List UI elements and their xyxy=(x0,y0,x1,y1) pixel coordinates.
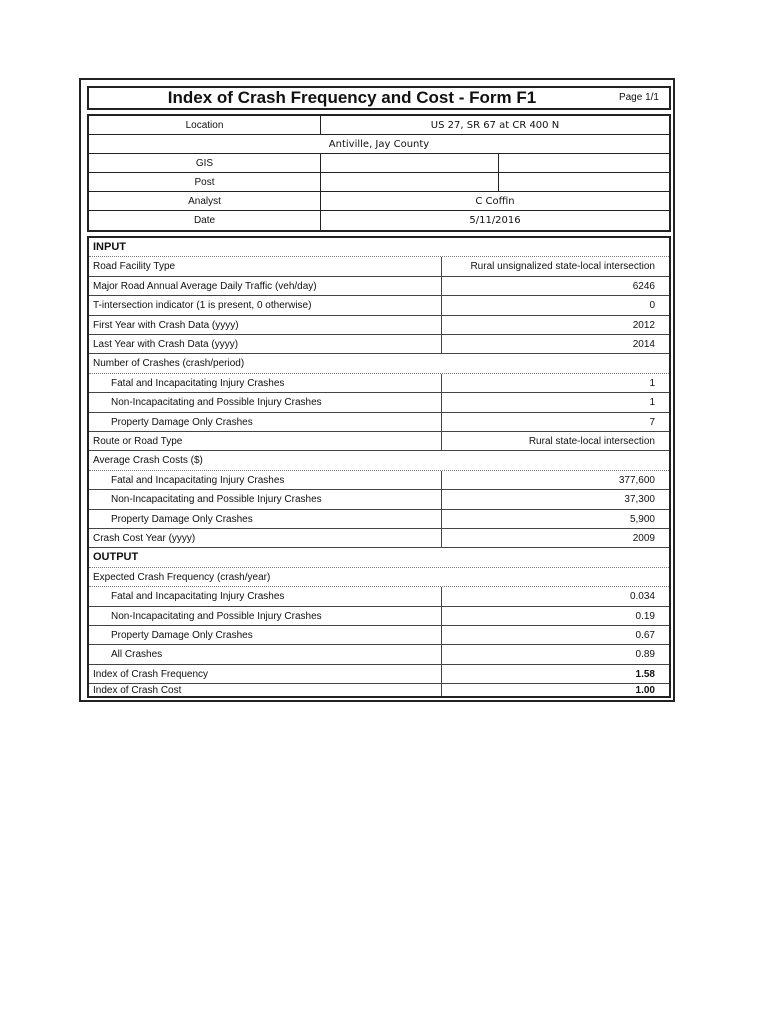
exp-noninc-label: Non-Incapacitating and Possible Injury Crashes xyxy=(111,610,322,622)
route-type-value: Rural state-local intersection xyxy=(441,432,669,450)
output-heading-row xyxy=(89,548,669,567)
num-noninc-value: 1 xyxy=(441,393,669,411)
route-type-label: Route or Road Type xyxy=(93,436,183,447)
expected-label: Expected Crash Frequency (crash/year) xyxy=(93,571,271,583)
first-year-value: 2012 xyxy=(441,316,669,334)
index-freq-value: 1.58 xyxy=(441,665,669,683)
location-value: US 27, SR 67 at CR 400 N xyxy=(430,120,560,131)
table-row xyxy=(89,393,669,412)
location-header xyxy=(87,114,671,232)
form-f1 xyxy=(79,78,675,702)
analyst-row xyxy=(89,192,669,211)
exp-all-label: All Crashes xyxy=(111,649,163,661)
exp-pdo-value: 0.67 xyxy=(441,626,669,644)
input-heading-row xyxy=(89,238,669,257)
analyst-value: C Coffin xyxy=(475,196,515,207)
table-row xyxy=(89,432,669,451)
cost-fatal-label: Fatal and Incapacitating Injury Crashes xyxy=(111,474,285,486)
table-row xyxy=(89,277,669,296)
table-row xyxy=(89,413,669,432)
data-table xyxy=(87,236,671,698)
location-label: Location xyxy=(89,116,321,134)
table-row xyxy=(89,645,669,664)
table-row xyxy=(89,587,669,606)
t-intersection-label: T-intersection indicator (1 is present, 0 otherwise) xyxy=(93,300,312,312)
num-crashes-label: Number of Crashes (crash/period) xyxy=(93,358,245,370)
table-row xyxy=(89,665,669,684)
table-row xyxy=(89,296,669,315)
location-value-2: Antiville, Jay County xyxy=(328,139,430,150)
cost-fatal-value: 377,600 xyxy=(441,471,669,489)
table-row xyxy=(89,335,669,354)
last-year-value: 2014 xyxy=(441,335,669,353)
table-row xyxy=(89,490,669,509)
table-row xyxy=(89,684,669,696)
table-row xyxy=(89,529,669,548)
road-facility-type-label: Road Facility Type xyxy=(93,261,176,273)
t-intersection-value: 0 xyxy=(441,296,669,314)
title-bar xyxy=(87,86,671,110)
cost-year-label: Crash Cost Year (yyyy) xyxy=(93,533,196,544)
num-pdo-label: Property Damage Only Crashes xyxy=(111,416,253,428)
date-label: Date xyxy=(89,211,321,230)
exp-pdo-label: Property Damage Only Crashes xyxy=(111,630,253,641)
table-row xyxy=(89,451,669,470)
num-fatal-label: Fatal and Incapacitating Injury Crashes xyxy=(111,377,285,389)
gis-row xyxy=(89,154,669,173)
aadt-label: Major Road Annual Average Daily Traffic (veh/day) xyxy=(93,280,317,292)
date-value: 5/11/2016 xyxy=(469,215,521,226)
date-row xyxy=(89,211,669,230)
table-row xyxy=(89,607,669,626)
index-cost-label: Index of Crash Cost xyxy=(93,685,182,697)
exp-all-value: 0.89 xyxy=(441,645,669,663)
table-row xyxy=(89,374,669,393)
num-noninc-label: Non-Incapacitating and Possible Injury Crashes xyxy=(111,397,322,409)
location-row xyxy=(89,116,669,135)
aadt-value: 6246 xyxy=(441,277,669,295)
gis-label: GIS xyxy=(89,154,321,172)
num-fatal-value: 1 xyxy=(441,374,669,392)
form-title: Index of Crash Frequency and Cost - Form F1 xyxy=(167,88,537,107)
cost-pdo-label: Property Damage Only Crashes xyxy=(111,513,253,525)
road-facility-type-value: Rural unsignalized state-local intersection xyxy=(441,257,669,275)
last-year-label: Last Year with Crash Data (yyyy) xyxy=(93,339,239,350)
cost-noninc-value: 37,300 xyxy=(441,490,669,508)
table-row xyxy=(89,510,669,529)
exp-noninc-value: 0.19 xyxy=(441,607,669,625)
post-row xyxy=(89,173,669,192)
post-label: Post xyxy=(89,173,321,191)
index-cost-value: 1.00 xyxy=(441,684,669,696)
table-row xyxy=(89,316,669,335)
input-heading: INPUT xyxy=(93,241,126,253)
analyst-label: Analyst xyxy=(89,192,321,210)
table-row xyxy=(89,626,669,645)
avg-cost-label: Average Crash Costs ($) xyxy=(93,455,203,467)
post-divider xyxy=(498,173,499,191)
cost-pdo-value: 5,900 xyxy=(441,510,669,528)
exp-fatal-label: Fatal and Incapacitating Injury Crashes xyxy=(111,591,285,603)
gis-divider xyxy=(498,154,499,172)
table-row xyxy=(89,568,669,587)
table-row xyxy=(89,354,669,373)
location-row-2 xyxy=(89,135,669,154)
num-pdo-value: 7 xyxy=(441,413,669,431)
exp-fatal-value: 0.034 xyxy=(441,587,669,605)
first-year-label: First Year with Crash Data (yyyy) xyxy=(93,319,239,331)
cost-noninc-label: Non-Incapacitating and Possible Injury Crashes xyxy=(111,494,322,506)
cost-year-value: 2009 xyxy=(441,529,669,547)
table-row xyxy=(89,257,669,276)
page-number: Page 1/1 xyxy=(618,92,659,103)
table-row xyxy=(89,471,669,490)
output-heading: OUTPUT xyxy=(93,551,139,564)
index-freq-label: Index of Crash Frequency xyxy=(93,668,209,680)
